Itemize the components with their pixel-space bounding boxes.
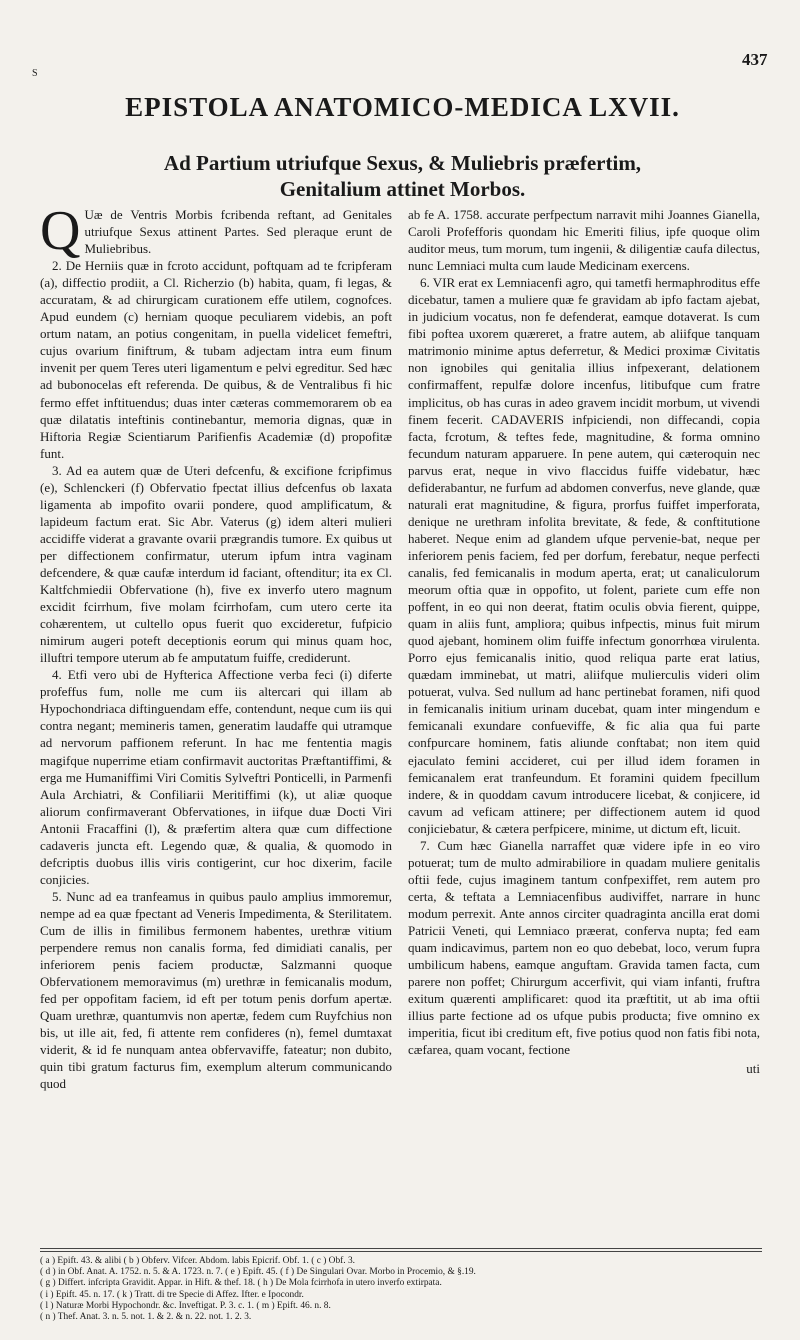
footnotes xyxy=(40,1256,762,1323)
paragraph-1 xyxy=(40,200,392,262)
footnote-line: ( l ) Naturæ Morbi Hypochondr. &c. Inveftigat. P. 3. c. 1. ( m ) Epift. 46. n. 8. xyxy=(40,1300,331,1311)
right-column xyxy=(408,206,760,1092)
page-number: 437 xyxy=(742,50,768,69)
paragraph-1-text: Uæ de Ventris Morbis fcribenda reftant, ad Genitales utriufque Sexus attinent Partes. Sed pleraque erunt de Muliebribus. xyxy=(84,207,392,257)
epistle-title: EPISTOLA ANATOMICO-MEDICA LXVII. xyxy=(125,92,680,122)
footnote-divider xyxy=(40,1248,762,1252)
footnote-line: ( a ) Epift. 43. & alibi ( b ) Obferv. Vifcer. Abdom. labis Epicrif. Obf. 1. ( c ) Obf. 3. xyxy=(40,1256,355,1266)
catchword: uti xyxy=(746,1061,760,1077)
paragraph-7: 7. Cum hæc Gianella narraffet quæ videre ipfe in eo viro potuerat; tum de multo admirabiliore in quadam muliere genitalis oftii fede, cujus imaginem tantum confpexiffet, rem autem pro certa, & teftata a Lemniacenfibus audiviffet, narrare in hunc modum perrexit. Ante annos circiter quadraginta ancilla erat domi Patricii Veneti, qui Lemniaco præerat, conferva nupta; fed eam quam indicavimus, partem non eo quo debebat, loco, verum fupra umbilicum habens, eamque anguftam. Gravida tamen facta, cum parere non poffet; Chirurgum accerfivit, qui viam infanti, fruftra exitum quærenti amplificaret: quod ita præftitit, ut ab ima oftii illius parte fectione ad os ufque pubis producta; five omnino ex imperitia, ficut ibi creditum eft, five potius quod non fatis fibi nota, cæfarea, quam vocant, fectione xyxy=(408,837,760,1058)
drop-cap: Q xyxy=(40,200,81,262)
subtitle-line-1: Ad Partium utriufque Sexus, & Muliebris præfertim, xyxy=(163,151,642,175)
paragraph-5-continued: ab fe A. 1758. accurate perfpectum narravit mihi Joannes Gianella, Caroli Profefforis quondam hic Emeriti filius, ipfe quoque olim auditor meus, tum morum, tum ingenii, & diligentiæ caufa dilectus, nunc Lemniaci multa cum laude Medicinam exercens. xyxy=(408,207,760,274)
subtitle-line-2: Genitalium attinet Morbos. xyxy=(279,177,526,201)
footnote-line: ( g ) Differt. infcripta Gravidit. Appar. in Hift. & thef. 18. ( h ) De Mola fcirrhofa in utero inverfo extirpata. xyxy=(40,1278,442,1289)
epistle-subtitle xyxy=(30,150,775,202)
header-mark: S xyxy=(32,68,38,79)
paragraph-6: 6. VIR erat ex Lemniacenfi agro, qui tametfi hermaphroditus effe dicebatur, tamen a muliere quæ fe gravidam ab ipfo factam ajebat, in judicium vocatus, non fe defenderat, eamque dotaverat. Is cum fibi poftea uxorem quæreret, a fratre autem, ab aliifque tanquam matrimonio minime aptus deferretur, & Medici proximæ Civitatis non ignobiles qui genitalia illius infpexerant, delationem confirmaffent, repulfæ dolore incenfus, litibufque cum fratre implicitus, ob has curas in adeo gravem incidit morbum, ut vivendi finem fecerit. CADAVERIS infpiciendi, non diffecandi, copia facta, fcrotum, & teftes fede, magnitudine, & forma omnino fecundum naturam apparuere. In pene autem, qui cæteroquin nec parvus erat, neque in vivo flaccidus fuiffe videbatur, hæc defiderabantur, ne furfum ad abdomen converfus, neve glande, quæ naturali erat magnitudine, & figura, prorfus fuiffet imperforata, denique ne urethram infolita brevitate, & fede, & conftitutione haberet. Neque enim ad glandem ufque pervenie-bat, neque per inferiorem penis faciem, fed per dorfum, ferebatur, neque perfecti canalis, fed femicanalis in modum aperta, erat; ut canaliculorum meorum oftia quæ in oppofito, ut folent, pariete cum effe non poffent, in eo qui non deerat, ftatim oculis obvia fierent, quippe, quam in aliis funt, ampliora; quibus infpectis, minus fuit mirum quod ajebant, hominem olim fuiffe infectum gonorrhœa virulenta. Porro ejus femicanalis initio, quod reliqua parte erat latius, quædam imminebat, ut matri, aliifque mulierculis videri olim potuerat, vulva. Sed nullum ad hanc pertinebat foramen, nifi quod in femicanalis initium urinam ducebat, quam inter mingendum e femicanali exundare confueviffe, & fic alia qua fui parte confpurcare hominem, fatis aliunde conftabat; non item quid ejaculato femini accideret, cui per illud idem foramen in femicanalem erat tranfeundum. Et foramini quidem fpecillum indere, & in quoddam cavum introducere licebat, & conjicere, id cavum ad veficam attinere; per diffectionem autem id quod conjiciebatur, & cætera perfpicere, minime, ut dictum eft, licuit. xyxy=(408,275,760,836)
paragraph-4: 4. Etfi vero ubi de Hyfterica Affectione verba feci (i) diferte profeffus fum, nolle me cum iis altercari qui illam ab Hypochondriaca diftinguendam effe, contendunt, neque cum iis qui contra negant; memineris tamen, generatim laudaffe qui utramque ad nervorum paffionem referunt. In hac me fententia magis magifque nuperrime etiam confirmavit auctoritas Præftantiffimi, & erga me Humaniffimi Viri Comitis Sylveftri Ponticelli, in Parmenfi Aula Archiatri, & Confiliarii Meritiffimi (k), ut aliæ quoque aliorum confirmaverant Obfervationes, in iifque duæ Docti Viri Antonii Fracaffini (l), & præfertim altera quæ cum diffectione cadaveris juncta eft. Legendo quæ, & qualia, & quomodo in defcriptis duobus illis viris contigerint, cur hoc dixerim, facile conjicies. xyxy=(40,667,392,887)
paragraph-5: 5. Nunc ad ea tranfeamus in quibus paulo amplius immoremur, nempe ad ea quæ fpectant ad Veneris Impedimenta, & Sterilitatem. Cum de illis in fimilibus fermonem habentes, urethræ vitium perpendere remus non canalis forma, fed dimidiati canalis, per inferiorem penis faciem productæ, Salzmanni quoque Obfervationem memoravimus (m) urethræ in femicanalis modum, fed per oppofitam faciem, id eft per totum penis dorfum apertæ. Quam urethræ, quantumvis non apertæ, fedem cum Ruyfchius non bis, ut ille ait, fed, fi attente rem confideres (n), femel dumtaxat viderit, & id fe nunquam antea obfervaviffe, fateatur; non dubito, quin tibi gratum facturus fim, exemplum alterum communicando quod xyxy=(40,888,392,1092)
body-columns xyxy=(40,200,760,1092)
footnote-line: ( d ) in Obf. Anat. A. 1752. n. 5. & A. 1723. n. 7. ( e ) Epift. 45. ( f ) De Singulari Ovar. Morbo in Procemio, & §.19. xyxy=(40,1267,476,1278)
paragraph-2: 2. De Herniis quæ in fcroto accidunt, poftquam ad te fcripferam (a), diffectio prodiit, a Cl. Richerzio (b) habita, quam, fi legas, & accuratam, & ad chirurgicam curationem effe utilem, cognofces. Apud eundem (c) herniam quoque peculiarem videbis, an poft ortum natam, an potius congenitam, in puella videlicet femeftri, cujus ovarium finiftrum, & tubam adjectam intra eum finum invenit per quem Teres uteri ligamentum e pelvi egreditur. Sed hæc ad bubonocelas eft referenda. De quibus, & de Ventralibus fi hic fermo effet inftituendus; duas inter cæteras commemorarem ob ea quæ dilatatis inteftinis continebantur, memoria dignas, quæ in Hiftoria Regiæ Scientiarum Parifienfis Academiæ (d) propofitæ funt. xyxy=(40,258,392,461)
left-column xyxy=(40,200,392,1092)
footnote-line: ( i ) Epift. 45. n. 17. ( k ) Tratt. di tre Specie di Affez. Ifter. e Ipocondr. xyxy=(40,1289,304,1300)
footnote-line: ( n ) Thef. Anat. 3. n. 5. not. 1. & 2. & n. 22. not. 1. 2. 3. xyxy=(40,1312,252,1323)
paragraph-3: 3. Ad ea autem quæ de Uteri defcenfu, & excifione fcripfimus (e), Schlenckeri (f) Obfervatio fpectat illius defcenfus ob laxata ligamenta ab impofito ovarii pondere, quod amplificatum, & lapideum factum erat. Sic Abr. Vaterus (g) idem alteri mulieri accidiffe viderat a gravante ovarii prægrandis tumore. Ex quibus ut per diffectionem confirmatur, uterum ipfum intra vaginam defcendere, & quæ caufæ interdum id faciant, oftenditur; ita ex Cl. Kaltfchmiedii Obfervatione (h), five ex inverfo utero magnum excidit fcirrhum, five molam fcirrhofam, cum utero certe ita cohærentem, ut cultello opus fuerit quo excideretur, fufpicio nimirum augeri poteft deceptionis eorum qui minus quam hoc, illuftri tempore uterum ab fe amputatum fuiffe, crediderunt. xyxy=(40,462,392,666)
